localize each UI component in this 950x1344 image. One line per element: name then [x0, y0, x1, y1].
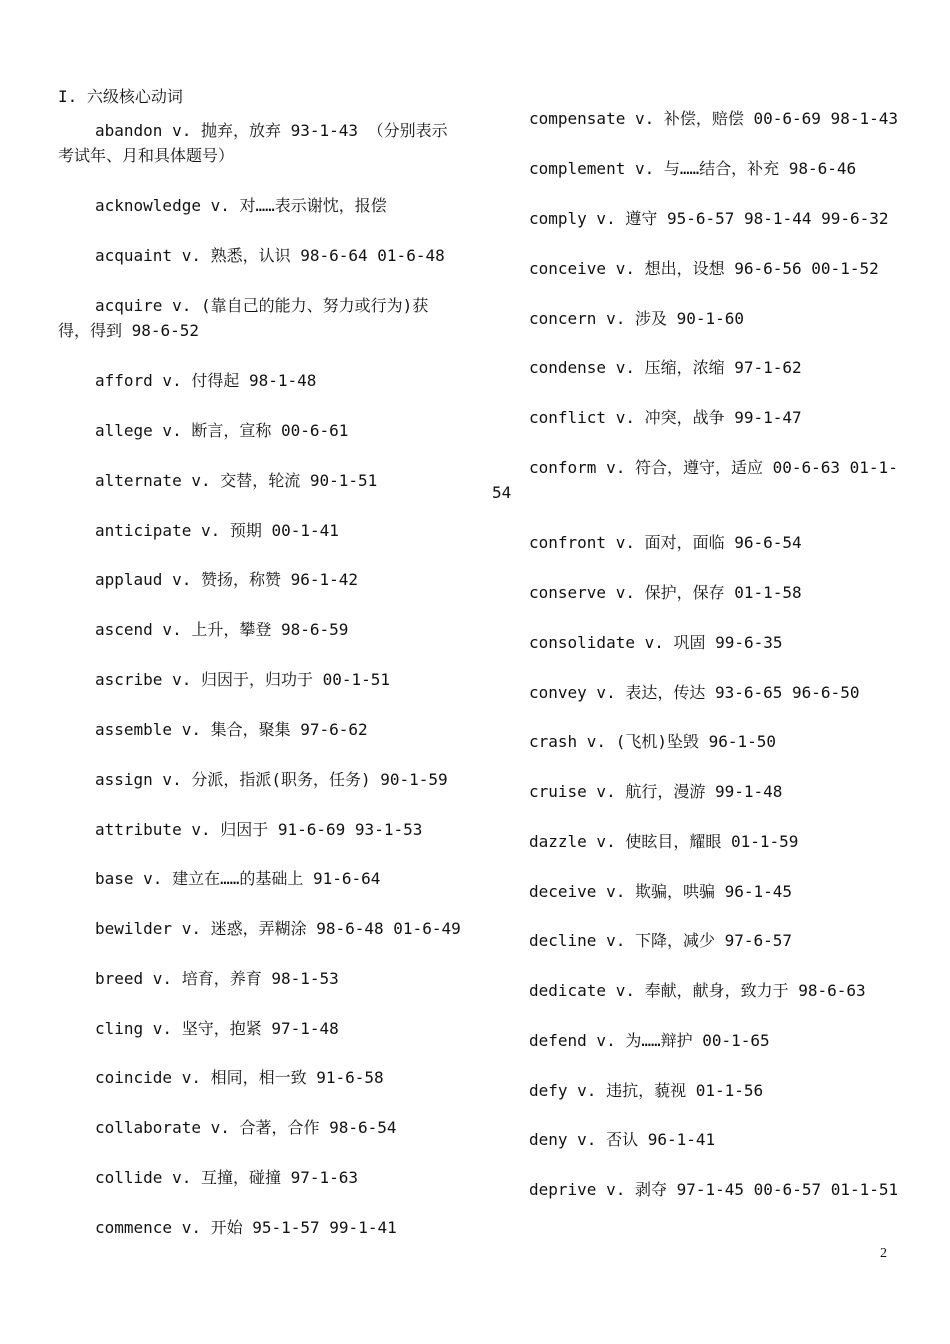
word-entry: [58, 293, 468, 343]
section-heading: I. 六级核心动词: [58, 87, 183, 106]
word-entry: [58, 468, 468, 493]
entry-text: assign v. 分派，指派(职务，任务) 90-1-59: [95, 770, 448, 789]
entry-text: deprive v. 剥夺 97-1-45 00-6-57 01-1-51: [529, 1180, 899, 1199]
word-entry: [492, 729, 907, 754]
word-entry: [58, 916, 468, 941]
entry-text: acquaint v. 熟悉，认识 98-6-64 01-6-48: [95, 246, 445, 265]
word-entry: [58, 1016, 468, 1041]
word-entry: [58, 243, 468, 268]
entry-text: compensate v. 补偿，赔偿 00-6-69 98-1-43: [529, 109, 898, 128]
word-entry: [58, 1215, 468, 1240]
entry-text: afford v. 付得起 98-1-48: [95, 371, 317, 390]
word-entry: [492, 405, 907, 430]
entry-text: attribute v. 归因于 91-6-69 93-1-53: [95, 820, 423, 839]
entry-text: coincide v. 相同，相一致 91-6-58: [95, 1068, 384, 1087]
entry-text: base v. 建立在……的基础上 91-6-64: [95, 869, 381, 888]
word-entry: [492, 630, 907, 655]
entry-text: anticipate v. 预期 00-1-41: [95, 521, 339, 540]
word-entry: [58, 518, 468, 543]
entry-text: conserve v. 保护，保存 01-1-58: [529, 583, 802, 602]
word-entry: [492, 1028, 907, 1053]
entry-text: comply v. 遵守 95-6-57 98-1-44 99-6-32: [529, 209, 889, 228]
entry-text: collaborate v. 合著，合作 98-6-54: [95, 1118, 397, 1137]
word-entry: [492, 1078, 907, 1103]
word-entry: [58, 767, 468, 792]
entry-text: confront v. 面对，面临 96-6-54: [529, 533, 802, 552]
word-entry: [58, 1115, 468, 1140]
entry-text: applaud v. 赞扬，称赞 96-1-42: [95, 570, 359, 589]
word-entry: [58, 1065, 468, 1090]
word-entry: [58, 817, 468, 842]
word-entry: [58, 193, 468, 218]
word-entry: [58, 617, 468, 642]
entry-text: defy v. 违抗，藐视 01-1-56: [529, 1081, 764, 1100]
word-entry: [492, 1127, 907, 1152]
word-entry: [58, 368, 468, 393]
word-entry: [492, 355, 907, 380]
word-entry: [58, 567, 468, 592]
word-entry: [492, 779, 907, 804]
entry-text-continued: 54: [492, 483, 512, 502]
entry-text: assemble v. 集合，聚集 97-6-62: [95, 720, 368, 739]
word-entry: [492, 829, 907, 854]
entry-text: cling v. 坚守，抱紧 97-1-48: [95, 1019, 339, 1038]
entry-text: acquire v. (靠自己的能力、努力或行为)获: [95, 296, 429, 315]
entry-text: deceive v. 欺骗，哄骗 96-1-45: [529, 882, 793, 901]
word-entry: [492, 206, 907, 231]
entry-text: conceive v. 想出，设想 96-6-56 00-1-52: [529, 259, 879, 278]
entry-text: conflict v. 冲突，战争 99-1-47: [529, 408, 802, 427]
word-entry: [492, 256, 907, 281]
word-entry: [492, 928, 907, 953]
entry-text: ascend v. 上升，攀登 98-6-59: [95, 620, 349, 639]
entry-text: condense v. 压缩，浓缩 97-1-62: [529, 358, 802, 377]
entry-text: collide v. 互撞，碰撞 97-1-63: [95, 1168, 359, 1187]
word-entry: [492, 680, 907, 705]
entry-text: abandon v. 抛弃，放弃 93-1-43 （分别表示: [95, 121, 448, 140]
entry-text: dazzle v. 使眩目，耀眼 01-1-59: [529, 832, 799, 851]
entry-text: allege v. 断言，宣称 00-6-61: [95, 421, 349, 440]
word-entry: [58, 418, 468, 443]
entry-text: crash v. (飞机)坠毁 96-1-50: [529, 732, 777, 751]
word-entry: [492, 156, 907, 181]
word-entry: [58, 866, 468, 891]
word-entry: [58, 118, 468, 168]
word-entry: [58, 667, 468, 692]
entry-text: deny v. 否认 96-1-41: [529, 1130, 716, 1149]
entry-text: cruise v. 航行，漫游 99-1-48: [529, 782, 783, 801]
word-entry: [492, 978, 907, 1003]
entry-text: dedicate v. 奉献，献身，致力于 98-6-63: [529, 981, 866, 1000]
word-entry: [492, 306, 907, 331]
entry-text: acknowledge v. 对……表示谢忱，报偿: [95, 196, 387, 215]
entry-text: bewilder v. 迷惑，弄糊涂 98-6-48 01-6-49: [95, 919, 461, 938]
entry-text: ascribe v. 归因于，归功于 00-1-51: [95, 670, 391, 689]
entry-text-continued: 得，得到 98-6-52: [58, 321, 200, 340]
word-entry: [492, 530, 907, 555]
entry-text: alternate v. 交替，轮流 90-1-51: [95, 471, 378, 490]
word-entry: [58, 717, 468, 742]
page-number: 2: [880, 1246, 887, 1261]
entry-text: decline v. 下降，减少 97-6-57: [529, 931, 793, 950]
entry-text: defend v. 为……辩护 00-1-65: [529, 1031, 770, 1050]
entry-text: convey v. 表达，传达 93-6-65 96-6-50: [529, 683, 860, 702]
word-entry: [492, 580, 907, 605]
entry-text: complement v. 与……结合，补充 98-6-46: [529, 159, 857, 178]
entry-text: conform v. 符合，遵守，适应 00-6-63 01-1-: [529, 458, 898, 477]
entry-text: concern v. 涉及 90-1-60: [529, 309, 745, 328]
entry-text-continued: 考试年、月和具体题号）: [58, 146, 235, 165]
word-entry: [492, 879, 907, 904]
entry-text: commence v. 开始 95-1-57 99-1-41: [95, 1218, 397, 1237]
entry-text: consolidate v. 巩固 99-6-35: [529, 633, 783, 652]
word-entry: [58, 1165, 468, 1190]
word-entry: [492, 1177, 907, 1202]
entry-text: breed v. 培育，养育 98-1-53: [95, 969, 339, 988]
word-entry: [492, 106, 907, 131]
word-entry: [492, 455, 907, 505]
word-entry: [58, 966, 468, 991]
